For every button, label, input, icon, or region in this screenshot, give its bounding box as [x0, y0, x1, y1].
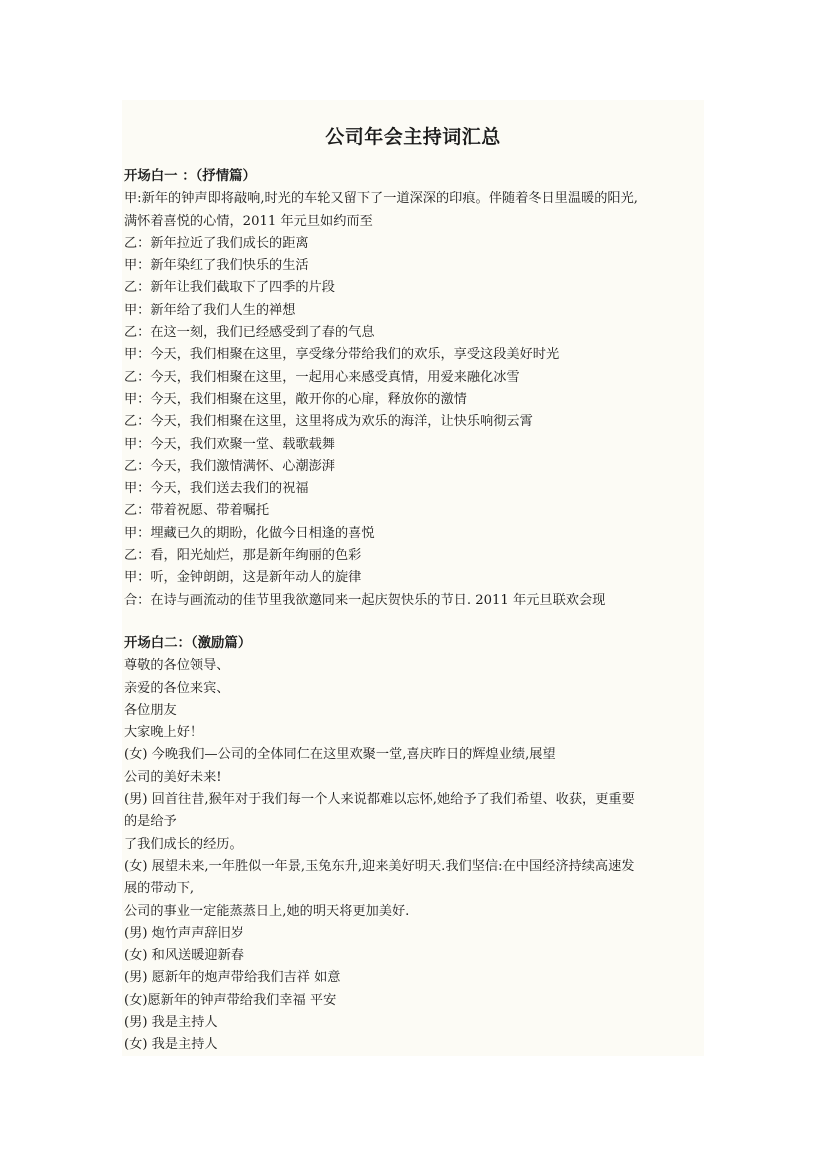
text-line: 公司的美好未来!	[124, 769, 222, 785]
text-line: 乙：看，阳光灿烂，那是新年绚丽的色彩	[124, 548, 362, 564]
text-line: (男) 我是主持人	[124, 1015, 218, 1031]
text-line: 各位朋友	[124, 702, 177, 718]
text-line: 满怀着喜悦的心情，2011 年元旦如约而至	[124, 213, 373, 229]
text-line: (男) 回首往昔,猴年对于我们每一个人来说都难以忘怀,她给予了我们希望、收获，更重要	[124, 792, 635, 808]
text-line: 公司的事业一定能蒸蒸日上,她的明天将更加美好.	[124, 903, 410, 919]
text-line: (女)愿新年的钟声带给我们幸福 平安	[124, 992, 337, 1008]
document-page	[122, 100, 704, 1056]
text-line: (男) 炮竹声声辞旧岁	[124, 925, 244, 941]
text-line: 亲爱的各位来宾、	[124, 680, 230, 696]
section-heading: 开场白二：（激励篇）	[124, 636, 252, 651]
text-line: 合：在诗与画流动的佳节里我欲邀同来一起庆贺快乐的节日. 2011 年元旦联欢会现	[124, 592, 606, 608]
text-line: 乙：新年拉近了我们成长的距离	[124, 235, 309, 251]
text-line: 甲：今天，我们送去我们的祝福	[124, 481, 309, 497]
text-line: 甲：埋藏已久的期盼，化做今日相逢的喜悦	[124, 525, 375, 541]
text-line: 甲：今天，我们相聚在这里，敞开你的心扉，释放你的激情	[124, 391, 467, 407]
document-title: 公司年会主持词汇总	[325, 126, 501, 148]
text-line: 展的带动下,	[124, 881, 195, 897]
text-line: 的是给予	[124, 814, 177, 830]
text-line: 甲：新年给了我们人生的禅想	[124, 302, 296, 318]
text-line: 尊敬的各位领导、	[124, 658, 230, 674]
text-line: 乙：新年让我们截取下了四季的片段	[124, 280, 335, 296]
text-line: 乙：今天，我们相聚在这里，一起用心来感受真情，用爱来融化冰雪	[124, 369, 520, 385]
text-line: 大家晚上好！	[124, 725, 204, 741]
section-opening-2	[124, 633, 702, 1057]
text-line: (女) 我是主持人	[124, 1037, 218, 1053]
text-line: 甲：听，金钟朗朗，这是新年动人的旋律	[124, 570, 362, 586]
text-line: 乙：在这一刻，我们已经感受到了春的气息	[124, 325, 375, 341]
text-line: 乙：今天，我们相聚在这里，这里将成为欢乐的海洋，让快乐响彻云霄	[124, 414, 533, 430]
text-line: (女) 展望未来,一年胜似一年景,玉兔东升,迎来美好明天.我们坚信:在中国经济持续高速发	[124, 858, 635, 874]
text-line: 甲：新年染红了我们快乐的生活	[124, 258, 309, 274]
text-line: (女) 和风送暖迎新春	[124, 948, 244, 964]
section-opening-1	[124, 166, 702, 612]
text-line: 甲：今天，我们欢聚一堂、载歌载舞	[124, 436, 335, 452]
text-line: 乙：带着祝愿、带着嘱托	[124, 503, 270, 519]
text-line: (女) 今晚我们—公司的全体同仁在这里欢聚一堂,喜庆昨日的辉煌业绩,展望	[124, 747, 556, 763]
text-line: 了我们成长的经历。	[124, 836, 243, 852]
section-heading: 开场白一 ：（抒情篇）	[124, 169, 256, 184]
text-line: (男) 愿新年的炮声带给我们吉祥 如意	[124, 970, 341, 986]
text-line: 甲：今天，我们相聚在这里，享受缘分带给我们的欢乐，享受这段美好时光	[124, 347, 560, 363]
text-line: 乙：今天，我们激情满怀、心潮澎湃	[124, 458, 335, 474]
text-line: 甲:新年的钟声即将敲响,时光的车轮又留下了一道深深的印痕。伴随着冬日里温暖的阳光,	[124, 191, 638, 207]
